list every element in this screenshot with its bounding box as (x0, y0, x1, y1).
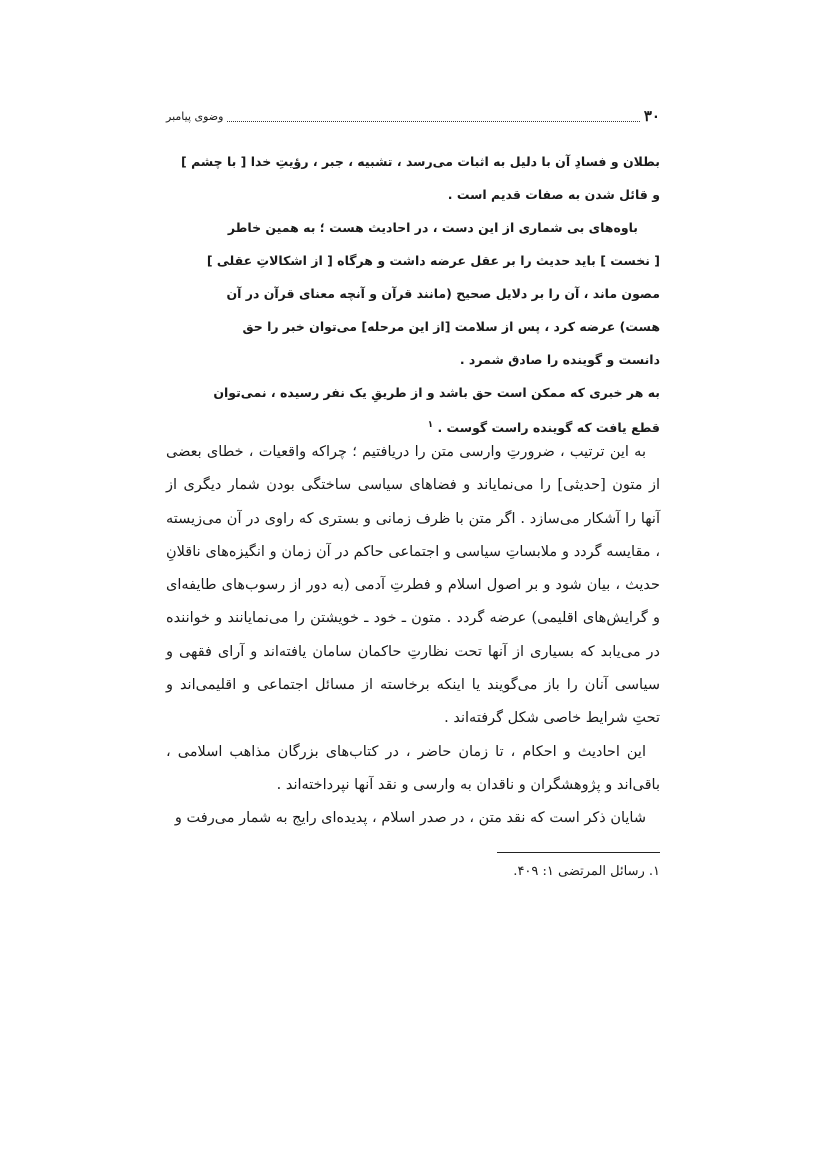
quote-line: [ نخست ] باید حدیث را بر عقل عرضه داشت و هرگاه [ از اشکالاتِ عقلی ] (206, 253, 660, 268)
quote-line: مصون ماند ، آن را بر دلایل صحیح (مانند قرآن و آنچه معنای قرآن در آن (226, 286, 660, 301)
body-text (166, 436, 660, 836)
quote-line: دانست و گوینده را صادق شمرد . (459, 352, 660, 367)
running-title: وضوی پیامبر (166, 109, 224, 123)
quote-line: باوه‌های بی شماری از این دست ، در احادیث هست ؛ به همین خاطر (227, 220, 638, 235)
footnote-marker[interactable]: ۱ (427, 420, 434, 430)
quote-line: به هر خبری که ممکن است حق باشد و از طریقِ یک نفر رسیده ، نمی‌توان (213, 385, 660, 400)
quote-block-2 (166, 376, 660, 444)
quote-line: هست) عرضه کرد ، پس از سلامت [از این مرحله] می‌توان خبر را حق (242, 319, 660, 334)
body-paragraph-2: این احادیث و احکام ، تا زمان حاضر ، در کتاب‌های بزرگان مذاهب اسلامی ، باقی‌اند و پژوهشگران و ناقدان به وارسی و نقد آنها نپرداخته‌اند . (166, 743, 660, 793)
page-header (166, 105, 660, 127)
body-paragraph-3: شایان ذکر است که نقد متن ، در صدر اسلام ، پدیده‌ای رایج به شمار می‌رفت و (174, 810, 646, 827)
quote-block-1 (166, 145, 660, 376)
header-dot-leader (227, 111, 639, 122)
body-paragraph-1: به این ترتیب ، ضرورتِ وارسی متن را دریافتیم ؛ چراکه واقعیات ، خطای بعضی از متون [حدیثی] را می‌نمایاند و فضاهای سیاسی ساختگی بودن شمار دیگری از آنها را آشکار می‌سازد . اگر متن با ظرف زمانی و بستری که راوی در آن می‌زیسته ، مقایسه گردد و ملابساتِ سیاسی و اجتماعی حاکم در آن زمان و انگیزه‌های ناقلانِ حدیث ، بیان شود و بر اصول اسلام و فطرتِ آدمی (به دور از رسوب‌های طایفه‌ای و گرایش‌های اقلیمی) عرضه گردد . متون ـ خود ـ خویشتن را می‌نمایانند و خواننده در می‌یابد که بسیاری از آنها تحت نظارتِ حاکمان سامان یافته‌اند و آرای فقهی و سیاسی آنان را باز می‌گویند یا اینکه برخاسته از مسائل اجتماعی و اقلیمی‌اند و تحتِ شرایط خاصی شکل گرفته‌اند . (166, 444, 660, 727)
page-number: ۳۰ (643, 107, 660, 125)
footnote: ۱. رسائل المرتضی ۱: ۴۰۹. (513, 864, 660, 879)
quote-line: و قائل شدن به صفات قدیم است . (447, 187, 660, 202)
quote-line-text: قطع یافت که گوینده راست گوست . (437, 420, 660, 436)
quote-line: بطلان و فسادِ آن با دلیل به اثبات می‌رسد ، تشبیه ، جبر ، رؤیتِ خدا [ با چشم ] (181, 154, 660, 169)
footnote-rule (497, 852, 660, 853)
